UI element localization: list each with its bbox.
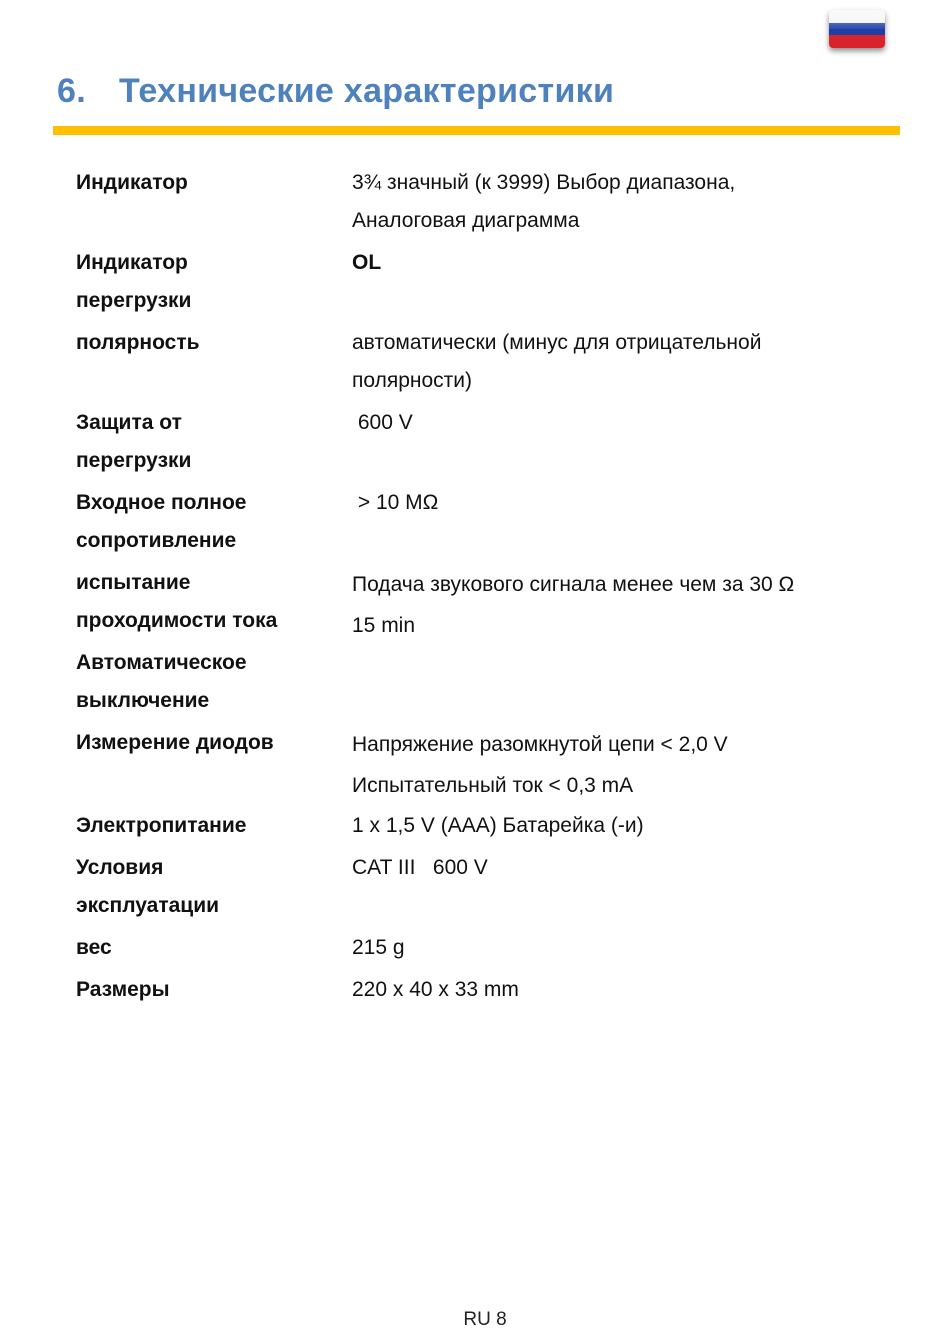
page-number: RU 8 xyxy=(463,1309,507,1330)
spec-label: вес xyxy=(76,936,112,959)
spec-label: Измерение диодов xyxy=(76,731,274,754)
spec-table xyxy=(76,164,876,1013)
spec-row-overload-protection xyxy=(76,404,876,484)
spec-value: OL xyxy=(352,251,382,274)
spec-value: 220 x 40 x 33 mm xyxy=(352,978,519,1001)
spec-label: Индикатор перегрузки xyxy=(76,251,192,312)
spec-row-power-supply xyxy=(76,807,876,849)
spec-value: Подача звукового сигнала менее чем за 30 Ω 15 min xyxy=(352,573,795,637)
spec-row-display xyxy=(76,164,876,244)
spec-row-weight xyxy=(76,929,876,971)
section-heading xyxy=(57,72,614,111)
spec-value: 1 x 1,5 V (AAA) Батарейка (-и) xyxy=(352,814,644,837)
flag-gloss xyxy=(829,10,885,29)
spec-row-diode-test xyxy=(76,724,876,807)
section-title: Технические характеристики xyxy=(119,72,615,110)
spec-row-input-impedance xyxy=(76,484,876,564)
spec-row-dimensions xyxy=(76,971,876,1013)
spec-value: 3¾ значный (к 3999) Выбор диапазона, Аналоговая диаграмма xyxy=(352,171,736,232)
spec-row-continuity-test xyxy=(76,564,876,644)
spec-value: CAT III 600 V xyxy=(352,856,488,879)
spec-label: испытание проходимости тока xyxy=(76,571,278,632)
spec-label: Входное полное сопротивление xyxy=(76,491,247,552)
spec-label: полярность xyxy=(76,331,200,354)
spec-value: > 10 MΩ xyxy=(352,491,439,514)
spec-label: Автоматическое выключение xyxy=(76,651,247,712)
spec-row-operating-conditions xyxy=(76,849,876,929)
heading-underline xyxy=(53,126,900,135)
spec-label: Условия эксплуатации xyxy=(76,856,220,917)
spec-label: Защита от перегрузки xyxy=(76,411,192,472)
spec-row-overload-indicator xyxy=(76,244,876,324)
flag-red-stripe xyxy=(829,35,885,48)
spec-value: Напряжение разомкнутой цепи < 2,0 V Испытательный ток < 0,3 mA xyxy=(352,733,728,797)
spec-value: 215 g xyxy=(352,936,405,959)
russian-flag-icon[interactable] xyxy=(829,10,885,48)
spec-row-polarity xyxy=(76,324,876,404)
spec-row-auto-power-off xyxy=(76,644,876,724)
spec-label: Электропитание xyxy=(76,814,247,837)
spec-label: Индикатор xyxy=(76,171,188,194)
spec-value: 600 V xyxy=(352,411,413,434)
spec-value: автоматически (минус для отрицательной полярности) xyxy=(352,331,762,392)
spec-label: Размеры xyxy=(76,978,170,1001)
section-number: 6. xyxy=(57,72,86,110)
